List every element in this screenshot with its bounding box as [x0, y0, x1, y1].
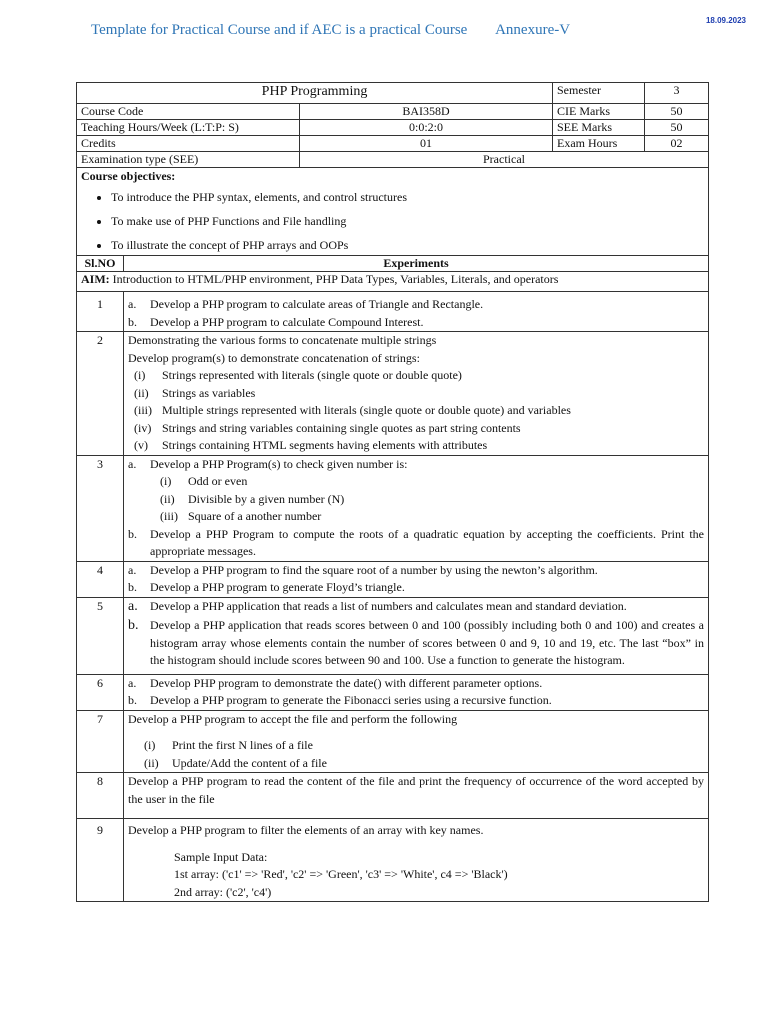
experiment-content [124, 455, 709, 561]
item-text: Update/Add the content of a file [172, 755, 327, 770]
experiment-number: 3 [77, 455, 124, 561]
item-text: Develop a PHP application that reads a list of numbers and calculates mean and standard deviation. [150, 598, 627, 613]
item-text: Develop program(s) to demonstrate concatenation of strings: [128, 350, 420, 365]
item-label: b. [128, 618, 139, 633]
item-text: Develop a PHP program to find the square root of a number by using the newton’s algorithm. [150, 562, 598, 577]
item-text: Divisible by a given number (N) [188, 491, 345, 506]
see-value: 50 [645, 120, 709, 136]
item-label: (i) [160, 474, 172, 488]
item-text: Square of a another number [188, 509, 322, 523]
item-text: Develop a PHP program to generate Floyd’s triangle. [150, 580, 405, 594]
objective-item: • To make use of PHP Functions and File handling [111, 214, 704, 229]
experiment-content [124, 674, 709, 710]
item-label: b. [128, 314, 137, 329]
item-text: Develop a PHP Program(s) to check given number is: [150, 456, 408, 471]
aim-label: AIM: [81, 272, 110, 286]
item-text: Develop a PHP application that reads scores between 0 and 100 (possibly including both 0 and 100) and creates a histogram array whose elements contain the number of scores between 0 and 9, 10 and 19, etc. The last “box” in the histogram should include scores between 90 and 100. Use a function to generate the histogram. [150, 618, 704, 667]
experiment-number: 6 [77, 674, 124, 710]
item-label: a. [128, 456, 137, 471]
item-text: Develop a PHP program to accept the file and perform the following [128, 711, 458, 726]
aim-row [77, 272, 709, 292]
item-label: b. [128, 526, 137, 541]
exam-hours-value: 02 [645, 136, 709, 152]
objectives-heading: Course objectives: [81, 169, 176, 183]
see-label: SEE Marks [553, 120, 645, 136]
course-code-label: Course Code [77, 104, 300, 120]
item-label: (ii) [144, 755, 159, 770]
experiment-content [124, 292, 709, 332]
table-row [77, 455, 709, 561]
template-title: Template for Practical Course and if AEC is a practical Course [91, 22, 468, 38]
table-row [77, 292, 709, 332]
table-row [77, 332, 709, 456]
item-label: (iii) [160, 509, 178, 523]
credits-label: Credits [77, 136, 300, 152]
item-text: Strings as variables [162, 385, 256, 400]
experiment-content [124, 332, 709, 456]
item-label: (ii) [134, 385, 149, 400]
table-row [77, 773, 709, 819]
item-text: Develop PHP program to demonstrate the date() with different parameter options. [150, 675, 543, 690]
objective-item: • To illustrate the concept of PHP arrays and OOPs [111, 238, 704, 253]
item-label: b. [128, 693, 137, 707]
annexure-label: Annexure-V [495, 22, 571, 38]
item-text: Develop a PHP program to generate the Fibonacci series using a recursive function. [150, 693, 552, 707]
item-text: Strings and string variables containing single quotes as part string contents [162, 420, 521, 435]
item-text: Print the first N lines of a file [172, 738, 313, 752]
experiment-content [124, 773, 709, 819]
table-row [77, 819, 709, 902]
experiment-content [124, 710, 709, 773]
experiment-content [124, 819, 709, 902]
page-header [91, 22, 570, 39]
experiment-content [124, 561, 709, 597]
course-table [76, 82, 709, 902]
sample-array-2: 2nd array: ('c2', 'c4') [174, 884, 272, 899]
hours-label: Teaching Hours/Week (L:T:P: S) [77, 120, 300, 136]
experiments-header: Experiments [124, 256, 709, 272]
table-row [77, 674, 709, 710]
sample-label: Sample Input Data: [174, 849, 268, 864]
experiment-number: 1 [77, 292, 124, 332]
item-text: Develop a PHP program to filter the elements of an array with key names. [128, 823, 484, 837]
item-label: a. [128, 297, 137, 311]
item-label: b. [128, 580, 137, 594]
item-label: a. [128, 598, 138, 614]
table-row [77, 597, 709, 674]
item-text: Odd or even [188, 474, 248, 488]
hours-value: 0:0:2:0 [300, 120, 553, 136]
item-label: (iv) [134, 420, 152, 435]
item-label: (i) [134, 368, 146, 382]
exam-type-label: Examination type (SEE) [77, 152, 300, 168]
item-label: a. [128, 675, 137, 690]
item-text: Strings containing HTML segments having elements with attributes [162, 438, 488, 452]
item-text: Develop a PHP program to calculate Compound Interest. [150, 314, 424, 329]
course-title: PHP Programming [77, 83, 553, 104]
experiment-number: 5 [77, 597, 124, 674]
experiment-content [124, 597, 709, 674]
experiment-number: 2 [77, 332, 124, 456]
exam-hours-label: Exam Hours [553, 136, 645, 152]
item-text: Multiple strings represented with literals (single quote or double quote) and variables [162, 403, 571, 417]
item-text: Develop a PHP program to read the content of the file and print the frequency of occurrence of the word accepted by the user in the file [128, 774, 704, 806]
item-label: (i) [144, 738, 156, 752]
item-text: Strings represented with literals (single quote or double quote) [162, 368, 462, 382]
item-text: Demonstrating the various forms to concatenate multiple strings [128, 333, 437, 347]
item-text: Develop a PHP program to calculate areas of Triangle and Rectangle. [150, 297, 484, 311]
experiment-number: 8 [77, 773, 124, 819]
experiment-number: 9 [77, 819, 124, 902]
item-label: a. [128, 562, 137, 577]
experiment-number: 7 [77, 710, 124, 773]
item-label: (iii) [134, 403, 152, 417]
objective-item: • To introduce the PHP syntax, elements, and control structures [111, 190, 704, 205]
item-text: Develop a PHP Program to compute the roots of a quadratic equation by accepting the coefficients. Print the appropriate messages. [150, 526, 704, 558]
semester-label: Semester [553, 83, 645, 104]
credits-value: 01 [300, 136, 553, 152]
header-date: 18.09.2023 [705, 16, 746, 25]
course-code-value: BAI358D [300, 104, 553, 120]
cie-value: 50 [645, 104, 709, 120]
cie-label: CIE Marks [553, 104, 645, 120]
slno-header: Sl.NO [77, 256, 124, 272]
course-objectives [77, 168, 709, 256]
sample-array-1: 1st array: ('c1' => 'Red', 'c2' => 'Green', 'c3' => 'White', c4 => 'Black') [174, 867, 508, 881]
aim-text: Introduction to HTML/PHP environment, PHP Data Types, Variables, Literals, and operators [112, 272, 559, 286]
table-row [77, 710, 709, 773]
table-row [77, 561, 709, 597]
exam-type-value: Practical [300, 152, 709, 168]
item-label: (v) [134, 438, 148, 452]
semester-value: 3 [645, 83, 709, 104]
item-label: (ii) [160, 491, 175, 506]
objectives-list [81, 190, 704, 253]
experiment-number: 4 [77, 561, 124, 597]
